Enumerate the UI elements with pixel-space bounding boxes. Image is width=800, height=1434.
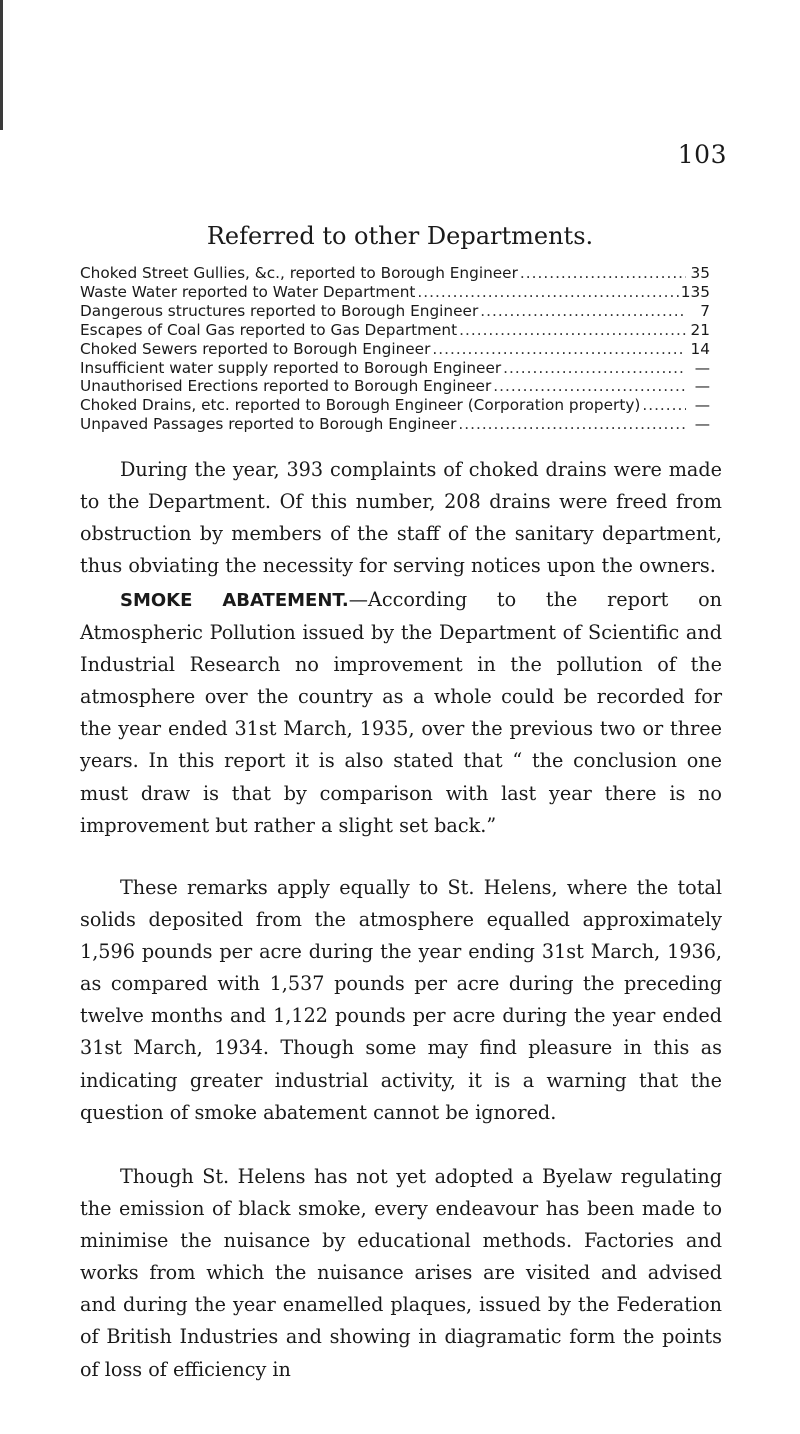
referral-row	[80, 415, 710, 434]
referral-label: Choked Street Gullies, &c., reported to Borough Engineer	[80, 264, 518, 282]
dot-leader	[480, 302, 686, 321]
referral-row	[80, 264, 710, 283]
referral-count: —	[694, 396, 710, 415]
referral-row	[80, 321, 710, 340]
page-number: 103	[677, 140, 727, 169]
referral-label: Waste Water reported to Water Department	[80, 282, 416, 301]
referral-row	[80, 396, 710, 415]
dot-leader	[503, 359, 686, 378]
dot-leader	[493, 377, 686, 396]
referral-count: 35	[690, 264, 710, 282]
referral-label: Unpaved Passages reported to Borough Engineer	[80, 415, 457, 434]
referral-list	[80, 264, 710, 434]
dot-leader	[459, 321, 686, 340]
section-heading: Referred to other Departments.	[206, 222, 594, 250]
st-helens-paragraph	[80, 872, 722, 1129]
referral-row	[80, 359, 710, 378]
referral-row	[80, 377, 710, 396]
dot-leader	[642, 396, 686, 415]
st-helens-text: These remarks apply equally to St. Helens, where the total solids deposited from the atmosphere equalled approximately 1,596 pounds per acre during the year ending 31st March, 1936, as compared with 1,537 pounds per acre during the preceding twelve months and 1,122 pounds per acre during the year ended 31st March, 1934. Though some may find pleasure in this as indicating greater industrial activity, it is a warning that the question of smoke abatement cannot be ignored.	[80, 876, 722, 1124]
referral-count: 14	[690, 339, 710, 358]
referral-label: Escapes of Coal Gas reported to Gas Department	[80, 320, 458, 339]
page-margin-rule	[0, 0, 3, 130]
byelaw-paragraph	[80, 1161, 722, 1386]
referral-count: —	[694, 358, 710, 377]
referral-label: Dangerous structures reported to Borough Engineer	[80, 301, 479, 320]
referral-label: Unauthorised Erections reported to Borough Engineer	[80, 377, 492, 396]
referral-count: 7	[700, 301, 710, 320]
referral-count: —	[694, 415, 710, 434]
referral-row	[80, 340, 710, 359]
smoke-abatement-paragraph	[80, 584, 722, 842]
dot-leader	[432, 340, 686, 359]
referral-row	[80, 302, 710, 321]
dot-leader	[417, 283, 678, 302]
smoke-abatement-text: —According to the report on Atmospheric Pollution issued by the Department of Scientific and Industrial Research no improvement in the pollution of the atmosphere over the country as a whole could be recorded for the year ended 31st March, 1935, over the previous two or three years. In this report it is also stated that “ the conclusion one must draw is that by comparison with last year there is no improvement but rather a slight set back.”	[80, 588, 722, 837]
dot-leader	[520, 264, 686, 283]
referral-count: 135	[680, 282, 710, 301]
referral-label: Choked Sewers reported to Borough Engineer	[80, 339, 431, 358]
referral-count: —	[694, 377, 710, 396]
smoke-abatement-heading: SMOKE ABATEMENT.	[120, 590, 349, 611]
referral-label: Choked Drains, etc. reported to Borough Engineer (Corporation property)	[80, 396, 641, 415]
referral-label: Insufficient water supply reported to Borough Engineer	[80, 358, 502, 377]
drains-text: During the year, 393 complaints of choked drains were made to the Department. Of this number, 208 drains were freed from obstruction by members of the staff of the sanitary department, thus obviating the necessity for serving notices upon the owners.	[80, 458, 722, 578]
referral-row	[80, 283, 710, 302]
referral-count: 21	[690, 320, 710, 339]
dot-leader	[458, 415, 686, 434]
drains-paragraph	[80, 454, 722, 582]
byelaw-text: Though St. Helens has not yet adopted a Byelaw regulating the emission of black smoke, every endeavour has been made to minimise the nuisance by educational methods. Factories and works from which the nuisance arises are visited and advised and during the year enamelled plaques, issued by the Federation of British Industries and showing in diagramatic form the points of loss of efficiency in	[80, 1165, 722, 1381]
